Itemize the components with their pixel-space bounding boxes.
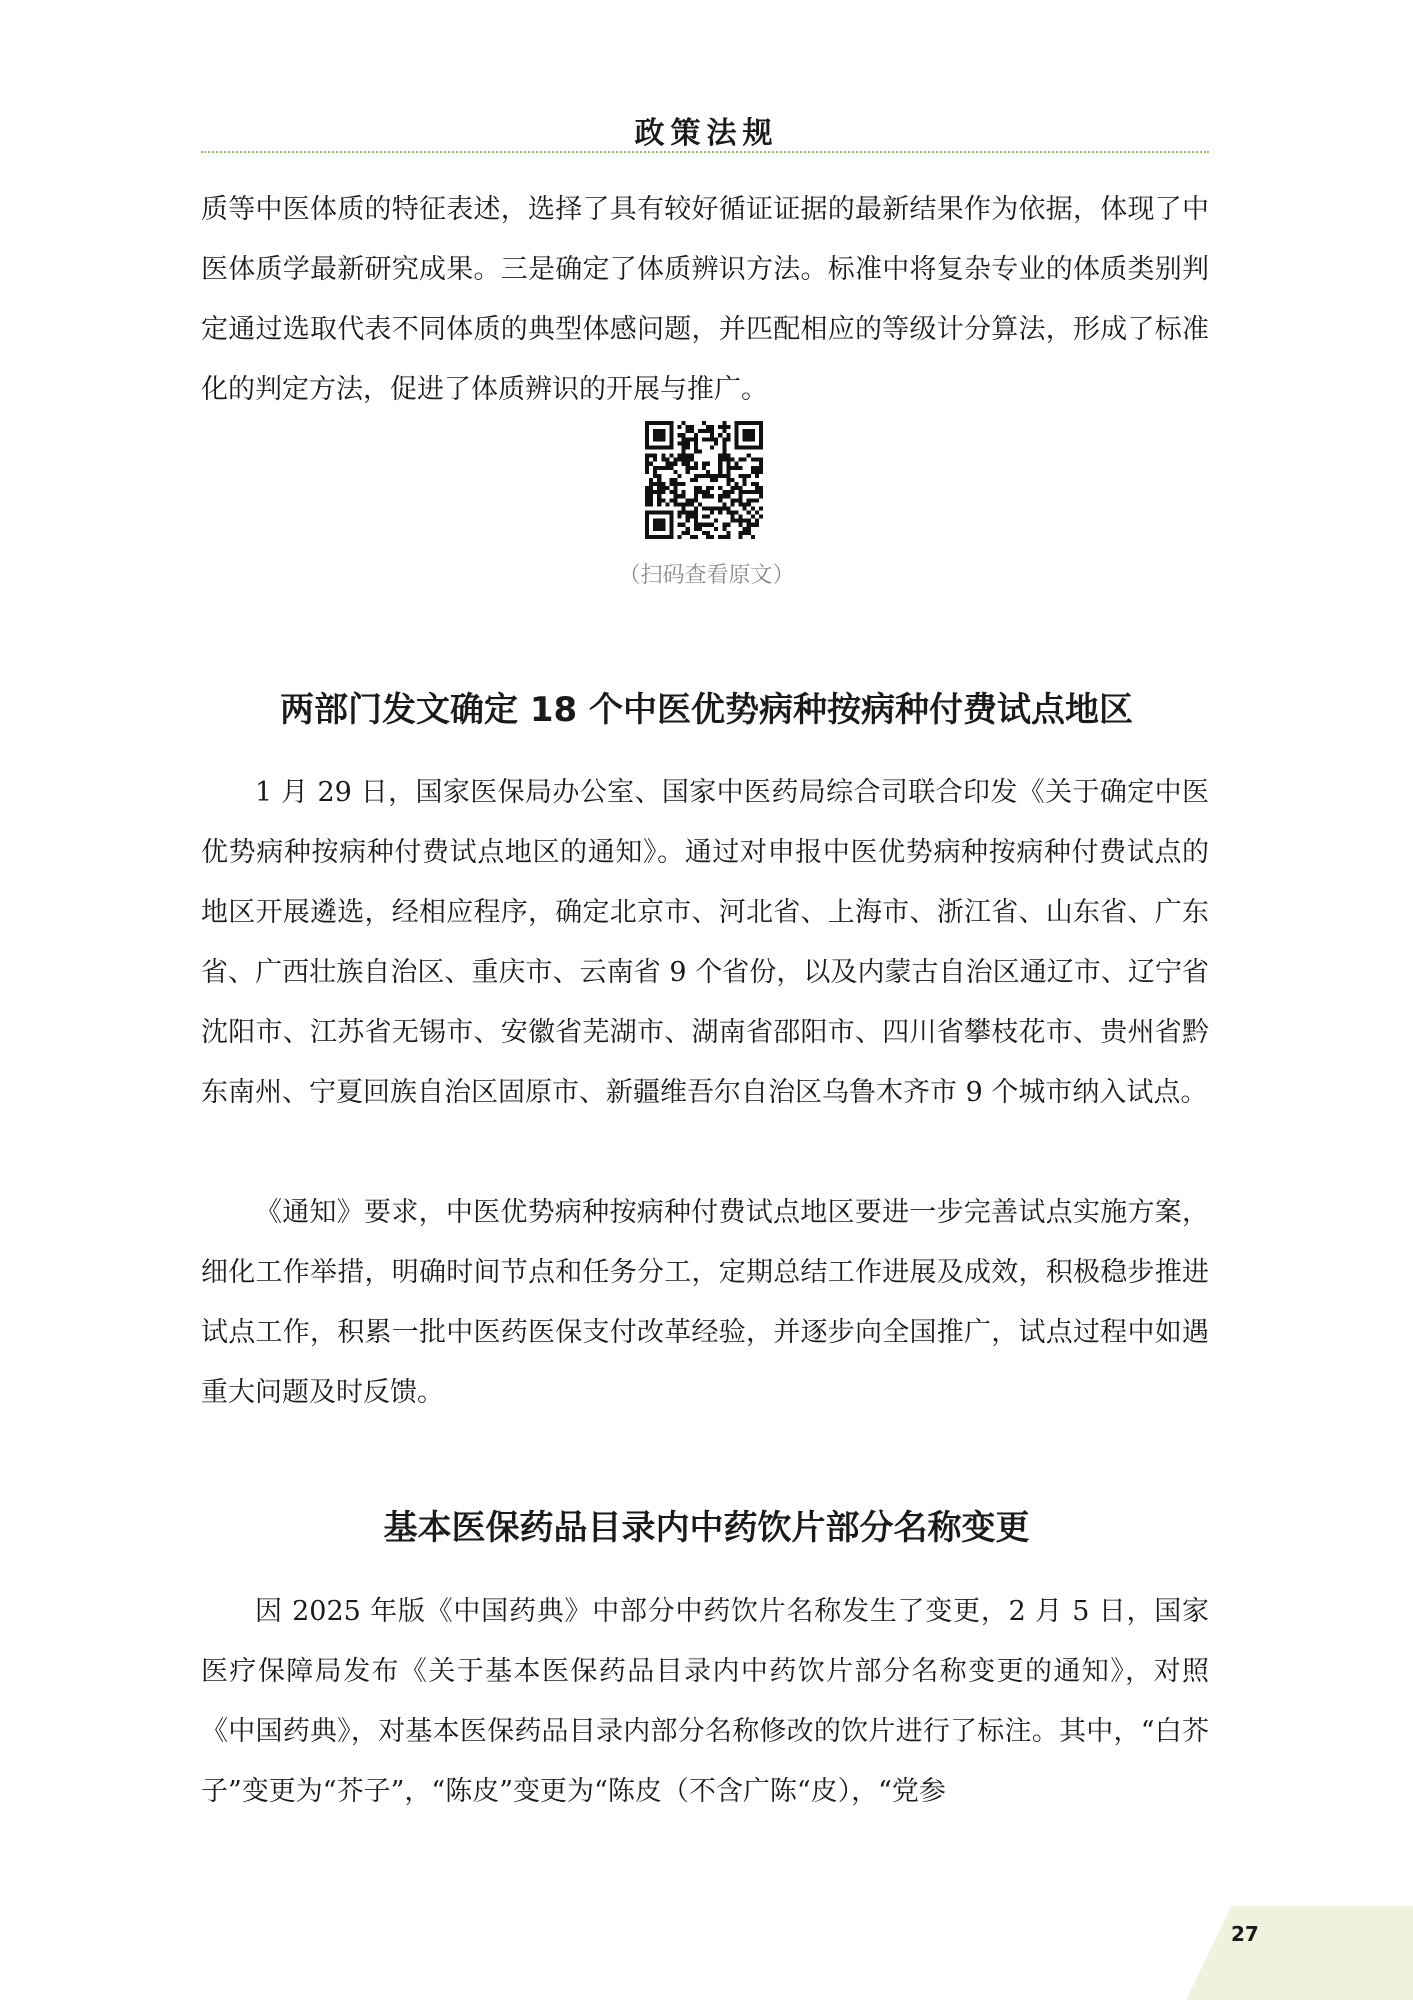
continued-paragraph: 质等中医体质的特征表述，选择了具有较好循证证据的最新结果作为依据，体现了中医体质学最新研究成果。三是确定了体质辨识方法。标准中将复杂专业的体质类别判定通过选取代表不同体质的典型体感问题，并匹配相应的等级计分算法，形成了标准化的判定方法，促进了体质辨识的开展与推广。 [201,194,1209,405]
qr-code-icon [645,421,763,539]
qr-caption: （扫码查看原文） [618,563,795,588]
header-divider [201,151,1209,153]
article1-title: 两部门发文确定 18 个中医优势病种按病种付费试点地区 [280,690,1133,730]
article1-paragraph-2: 《通知》要求，中医优势病种按病种付费试点地区要进一步完善试点实施方案，细化工作举措，明确时间节点和任务分工，定期总结工作进展及成效，积极稳步推进试点工作，积累一批中医药医保支付改革经验，并逐步向全国推广，试点过程中如遇重大问题及时反馈。 [201,1197,1209,1408]
footer-page-tab [1186,1906,1413,2000]
header-section-title: 政策法规 [634,116,779,151]
article1-paragraph-1: 1 月 29 日，国家医保局办公室、国家中医药局综合司联合印发《关于确定中医优势病种按病种付费试点地区的通知》。通过对申报中医优势病种按病种付费试点的地区开展遴选，经相应程序，确定北京市、河北省、上海市、浙江省、山东省、广东省、广西壮族自治区、重庆市、云南省 9 个省份，以及内蒙古自治区通辽市、辽宁省沈阳市、江苏省无锡市、安徽省芜湖市、湖南省邵阳市、四川省攀枝花市、贵州省黔东南州、宁夏回族自治区固原市、新疆维吾尔自治区乌鲁木齐市 9 个城市纳入试点。 [201,777,1209,1108]
article2-paragraph-1: 因 2025 年版《中国药典》中部分中药饮片名称发生了变更，2 月 5 日，国家医疗保障局发布《关于基本医保药品目录内中药饮片部分名称变更的通知》，对照《中国药典》，对基本医保药品目录内部分名称修改的饮片进行了标注。其中，“白芥子”变更为“芥子”，“陈皮”变更为“陈皮（不含广陈“皮），“党参 [201,1596,1209,1807]
page-number: 27 [1231,1922,1259,1946]
article2-title: 基本医保药品目录内中药饮片部分名称变更 [383,1508,1030,1548]
